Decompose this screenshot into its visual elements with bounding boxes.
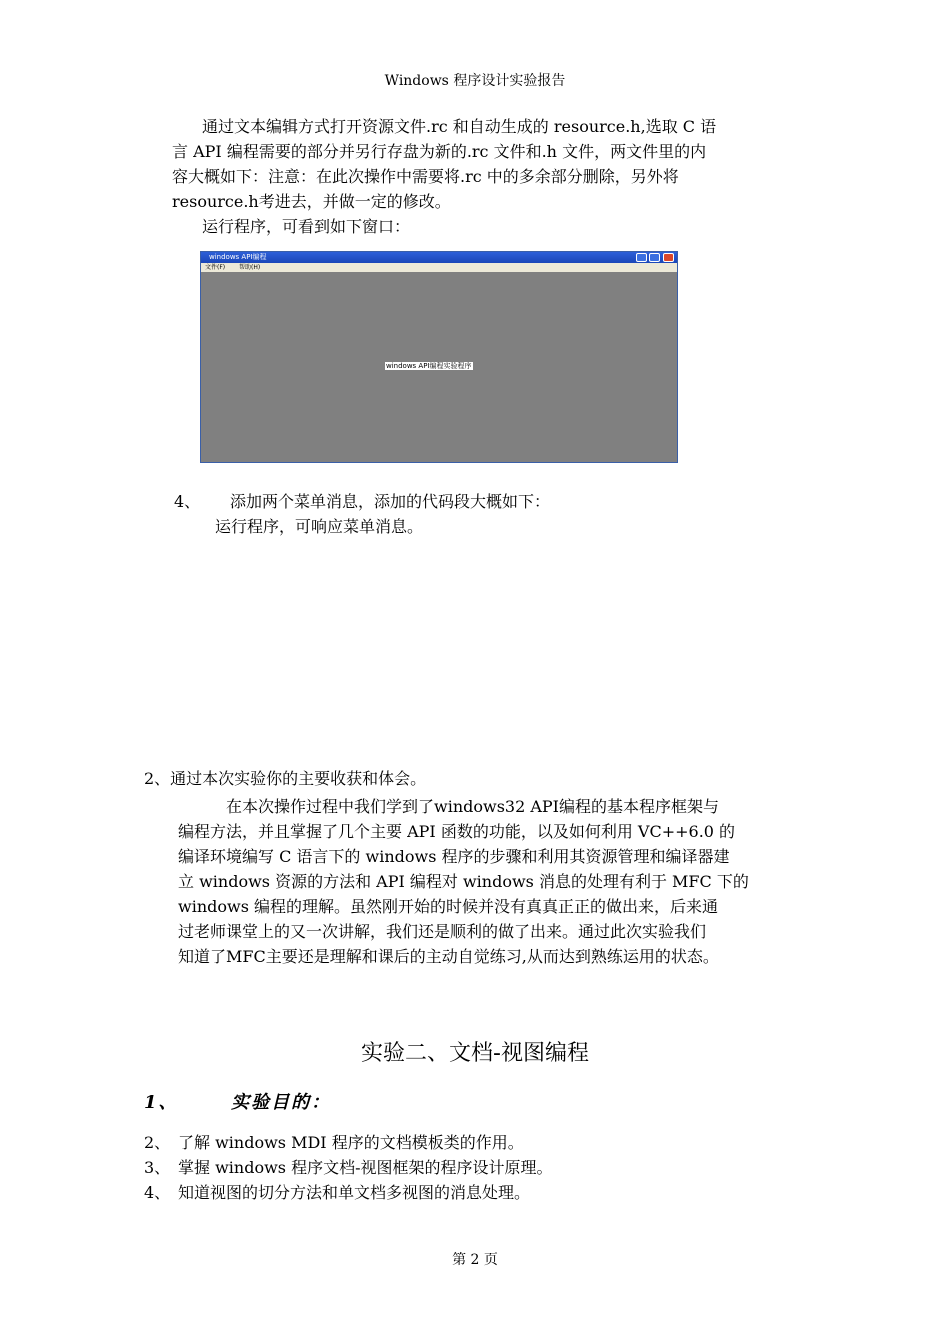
window-titlebar (201, 252, 677, 263)
run-line: 运行程序，可看到如下窗口： (202, 217, 411, 236)
page-footer: 第 2 页 (452, 1252, 498, 1268)
purpose-item-text: 掌握 windows 程序文档-视图框架的程序设计原理。 (178, 1158, 553, 1177)
purpose-label: 实验目的： (231, 1092, 332, 1113)
close-icon (663, 253, 674, 262)
program-window-screenshot (200, 251, 678, 463)
window-center-text: windows API编程实验程序 (386, 362, 472, 370)
section2-line: 过老师课堂上的又一次讲解，我们还是顺利的做了出来。通过此次实验我们 (178, 922, 707, 941)
step4-run: 运行程序，可响应菜单消息。 (215, 517, 424, 536)
purpose-item-text: 知道视图的切分方法和单文档多视图的消息处理。 (178, 1183, 531, 1202)
purpose-item-number: 2、 (144, 1133, 171, 1152)
purpose-number: 1、 (144, 1092, 179, 1113)
intro-paragraph (172, 114, 822, 239)
section2-line: 立 windows 资源的方法和 API 编程对 windows 消息的处理有利于 MFC 下的 (178, 872, 749, 891)
section2-paragraph (178, 794, 828, 969)
maximize-icon (649, 253, 660, 262)
purpose-item-number: 3、 (144, 1158, 171, 1177)
step4-text: 添加两个菜单消息，添加的代码段大概如下： (230, 492, 551, 511)
purpose-item-number: 4、 (144, 1183, 171, 1202)
menu-help: 帮助(H) (239, 264, 261, 271)
intro-line: 言 API 编程需要的部分并另行存盘为新的.rc 文件和.h 文件，两文件里的内 (172, 142, 707, 161)
window-title: windows API编程 (209, 253, 267, 261)
minimize-icon (636, 253, 647, 262)
window-menubar (201, 263, 677, 272)
page-header: Windows 程序设计实验报告 (384, 73, 566, 89)
purpose-heading (144, 1088, 331, 1114)
menu-file: 文件(F) (205, 264, 226, 271)
step4-number: 4、 (174, 492, 201, 511)
experiment2-title: 实验二、文档-视图编程 (361, 1041, 589, 1066)
section2-line: 在本次操作过程中我们学到了windows32 API编程的基本程序框架与 (226, 797, 719, 816)
intro-line: 通过文本编辑方式打开资源文件.rc 和自动生成的 resource.h,选取 C 语 (202, 117, 717, 136)
intro-line: 容大概如下：注意：在此次操作中需要将.rc 中的多余部分删除，另外将 (172, 167, 679, 186)
intro-line: resource.h考进去，并做一定的修改。 (172, 192, 451, 211)
section2-line: 知道了MFC主要还是理解和课后的主动自觉练习,从而达到熟练运用的状态。 (178, 947, 719, 966)
section2-line: windows 编程的理解。虽然刚开始的时候并没有真真正正的做出来，后来通 (178, 897, 718, 916)
section2-line: 编译环境编写 C 语言下的 windows 程序的步骤和利用其资源管理和编译器建 (178, 847, 730, 866)
purpose-item-text: 了解 windows MDI 程序的文档模板类的作用。 (178, 1133, 524, 1152)
section2-line: 编程方法，并且掌握了几个主要 API 函数的功能，以及如何利用 VC++6.0 的 (178, 822, 736, 841)
section2-title: 2、通过本次实验你的主要收获和体会。 (144, 769, 427, 788)
